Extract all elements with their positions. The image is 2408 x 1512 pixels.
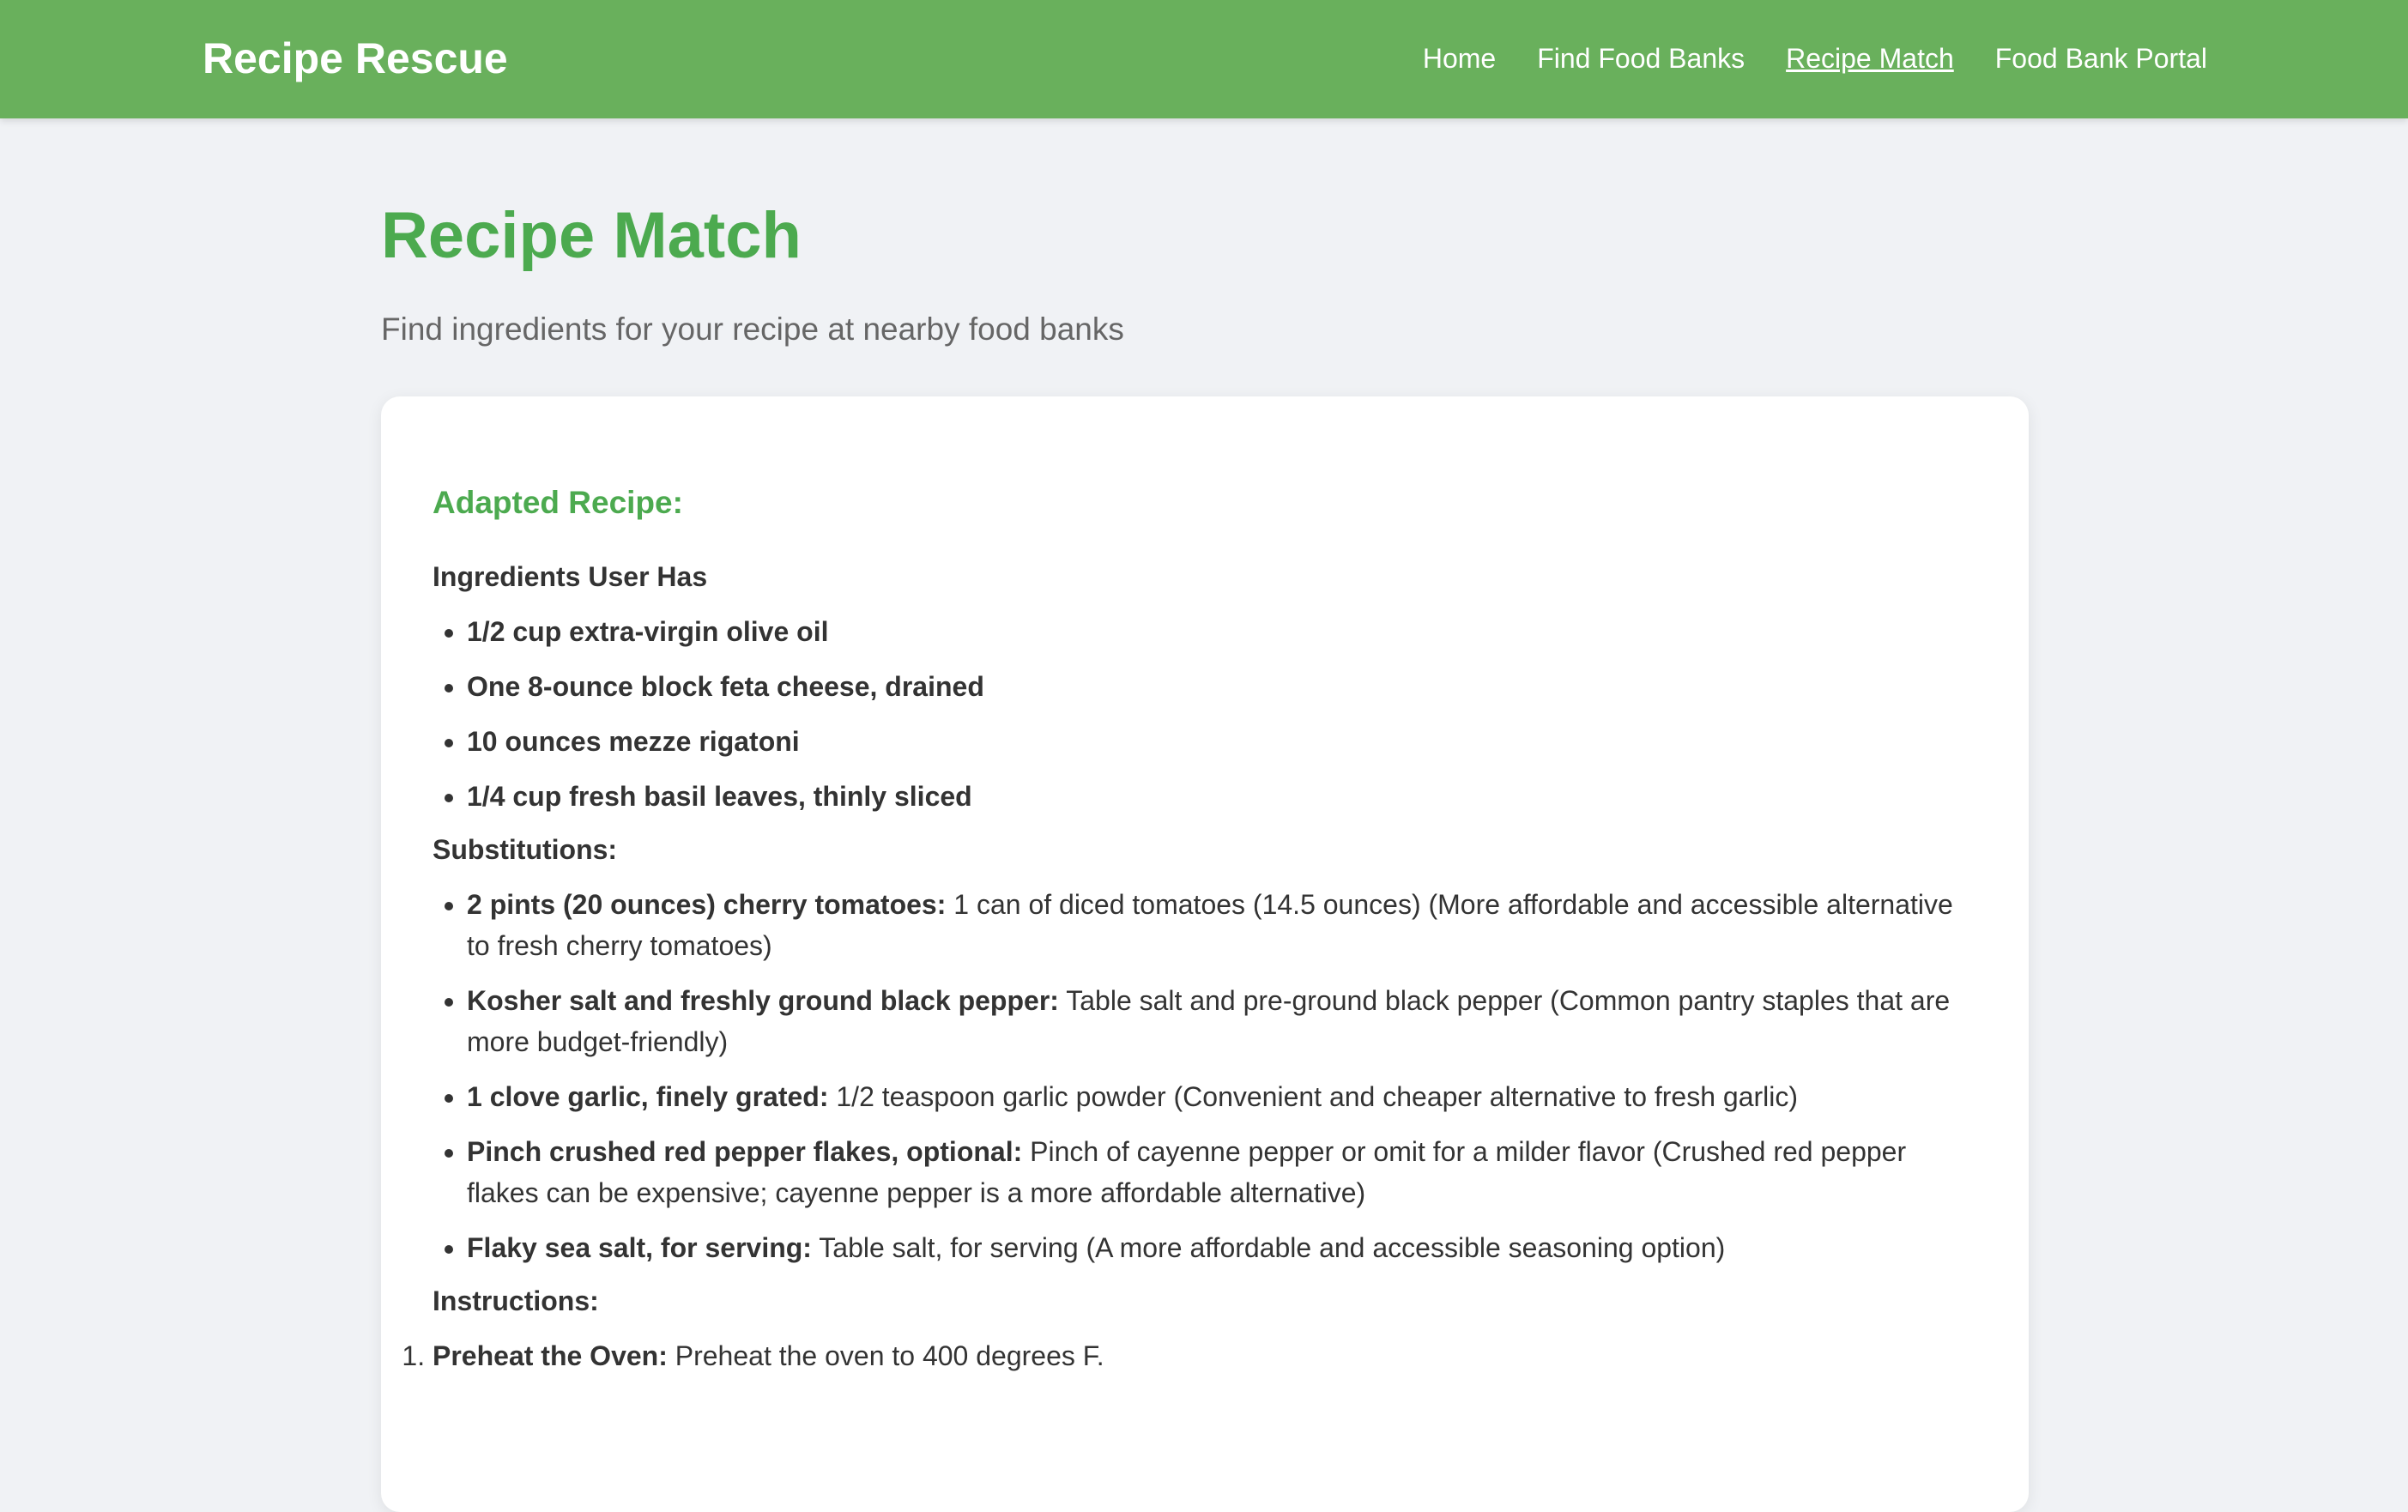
substitution-original: Kosher salt and freshly ground black pepper: — [467, 985, 1059, 1016]
ingredient-item — [467, 721, 1977, 762]
substitution-original: 1 clove garlic, finely grated: — [467, 1081, 829, 1112]
substitution-item — [467, 1227, 1977, 1268]
substitution-replacement: Table salt and pre-ground black pepper (Common pantry staples that are more budget-friendly) — [467, 985, 1951, 1057]
ingredient-item — [467, 776, 1977, 817]
ingredient-text: 1/4 cup fresh basil leaves, thinly sliced — [467, 781, 972, 812]
ingredient-text: 1/2 cup extra-virgin olive oil — [467, 616, 829, 647]
nav-links — [1423, 38, 2207, 79]
substitution-item — [467, 1131, 1977, 1213]
main-content — [381, 118, 2029, 1371]
page-subtitle: Find ingredients for your recipe at nearby food banks — [381, 311, 1124, 347]
substitutions-heading: Substitutions: — [433, 834, 618, 865]
ingredient-text: 10 ounces mezze rigatoni — [467, 726, 800, 757]
substitution-item — [467, 884, 1977, 966]
recipe-card — [381, 396, 2029, 1512]
substitution-original: Flaky sea salt, for serving: — [467, 1232, 812, 1263]
instructions-heading: Instructions: — [433, 1285, 599, 1316]
substitution-item — [467, 1076, 1977, 1117]
instructions-list — [433, 1335, 1977, 1376]
nav-link-recipe-match[interactable]: Recipe Match — [1786, 43, 1954, 74]
substitution-replacement: Pinch of cayenne pepper or omit for a milder flavor (Crushed red pepper flakes can be expensive; cayenne pepper is a more affordable alternative) — [467, 1136, 1907, 1208]
instruction-step-title: Preheat the Oven: — [433, 1340, 668, 1371]
instruction-step-text: Preheat the oven to 400 degrees F. — [675, 1340, 1104, 1371]
ingredients-have-heading: Ingredients User Has — [433, 561, 708, 592]
substitution-original: 2 pints (20 ounces) cherry tomatoes: — [467, 889, 947, 920]
substitution-original: Pinch crushed red pepper flakes, optional: — [467, 1136, 1023, 1167]
adapted-recipe-title: Adapted Recipe: — [433, 485, 683, 520]
substitution-replacement: 1/2 teaspoon garlic powder (Convenient and cheaper alternative to fresh garlic) — [836, 1081, 1799, 1112]
top-navbar — [0, 0, 2408, 118]
substitutions-list — [433, 884, 1977, 1268]
recipe-card-body — [433, 482, 1977, 1376]
nav-link-home[interactable]: Home — [1422, 43, 1497, 74]
nav-link-find-food-banks[interactable]: Find Food Banks — [1537, 43, 1745, 74]
nav-link-food-bank-portal[interactable]: Food Bank Portal — [1994, 43, 2207, 74]
ingredient-item — [467, 611, 1977, 652]
page-title: Recipe Match — [381, 199, 802, 272]
substitution-replacement: 1 can of diced tomatoes (14.5 ounces) (More affordable and accessible alternative to fresh cherry tomatoes) — [467, 889, 1953, 961]
ingredients-have-list — [433, 611, 1977, 817]
instruction-step — [433, 1335, 1977, 1376]
ingredient-text: One 8-ounce block feta cheese, drained — [467, 671, 984, 702]
ingredient-item — [467, 666, 1977, 707]
substitution-replacement: Table salt, for serving (A more affordable and accessible seasoning option) — [819, 1232, 1726, 1263]
substitution-item — [467, 980, 1977, 1062]
site-brand[interactable]: Recipe Rescue — [203, 34, 508, 82]
